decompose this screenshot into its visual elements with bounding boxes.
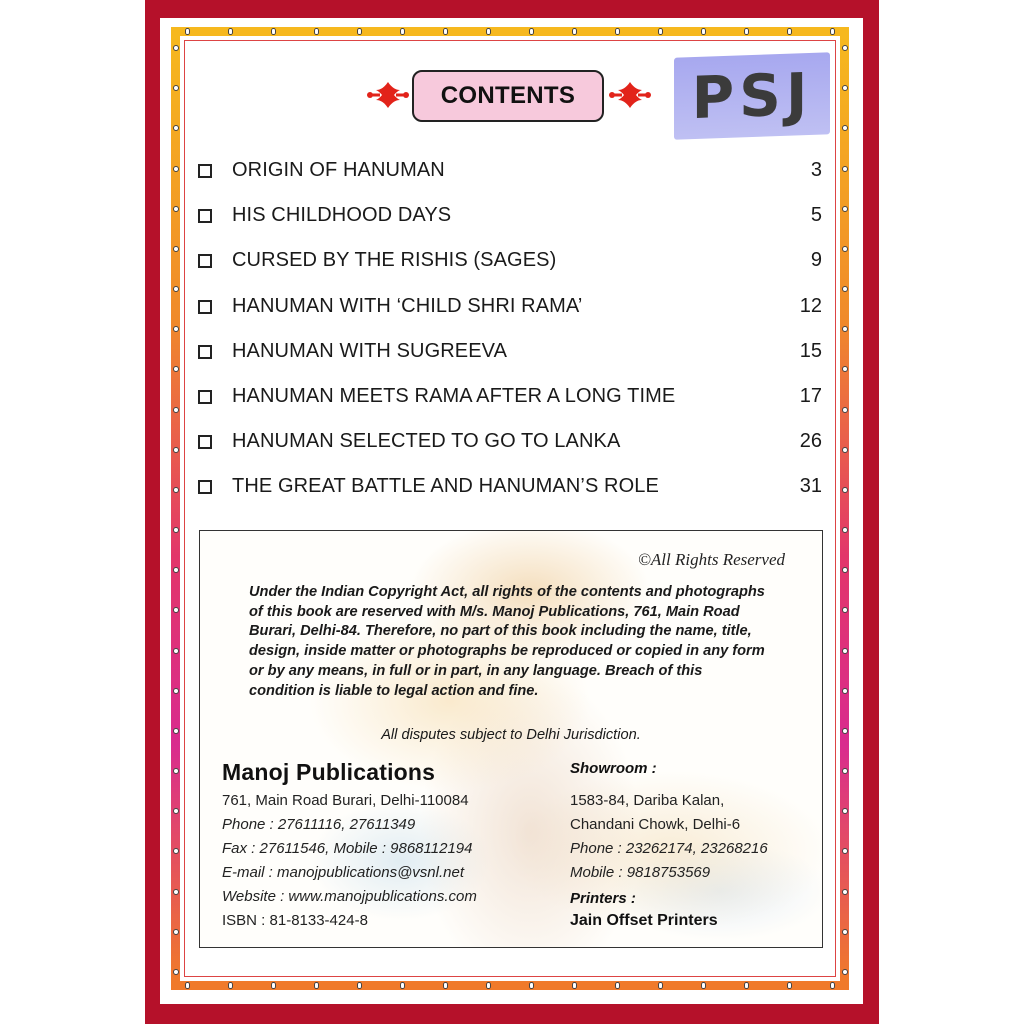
jurisdiction-note: All disputes subject to Delhi Jurisdiction. — [381, 727, 641, 743]
border-bead — [228, 982, 233, 989]
border-bead — [842, 768, 848, 774]
publisher-phone: Phone : 27611116, 27611349 — [222, 816, 416, 833]
border-bead — [271, 28, 276, 35]
page-title: CONTENTS — [440, 82, 576, 109]
border-bead — [842, 286, 848, 292]
checkbox-square-icon — [198, 390, 212, 404]
border-bead — [486, 982, 491, 989]
border-bead — [173, 527, 179, 533]
toc-entry-title: HANUMAN MEETS RAMA AFTER A LONG TIME — [232, 385, 676, 408]
copyright-notice: Under the Indian Copyright Act, all rights of the contents and photographs of this book are reserved with M/s. Manoj Publications, 761, Main Road Burari, Delhi-84. Therefore, no part of this book including the name, title, design, inside matter or photographs be reproduced or copied in any form or by any means, in full or in part, in any language. Breach of this condition is liable to legal action and fine. — [249, 584, 765, 699]
border-beads-left — [171, 45, 180, 975]
border-bead — [173, 206, 179, 212]
border-bead — [842, 527, 848, 533]
border-bead — [830, 982, 835, 989]
border-bead — [701, 28, 706, 35]
checkbox-square-icon — [198, 209, 212, 223]
publisher-fax: Fax : 27611546, Mobile : 9868112194 — [222, 840, 473, 857]
border-beads-top — [185, 27, 835, 36]
border-bead — [842, 929, 848, 935]
border-bead — [842, 567, 848, 573]
border-bead — [842, 326, 848, 332]
border-bead — [615, 28, 620, 35]
showroom-phone: Phone : 23262174, 23268216 — [570, 840, 768, 857]
border-bead — [842, 648, 848, 654]
border-bead — [173, 808, 179, 814]
all-rights-reserved: ©All Rights Reserved — [638, 550, 785, 569]
toc-entry — [198, 464, 822, 509]
border-bead — [173, 407, 179, 413]
border-bead — [529, 28, 534, 35]
border-bead — [744, 982, 749, 989]
toc-entry-title: ORIGIN OF HANUMAN — [232, 159, 445, 182]
showroom-address-1: 1583-84, Dariba Kalan, — [570, 792, 725, 809]
border-bead — [173, 848, 179, 854]
border-bead — [357, 28, 362, 35]
border-bead — [830, 28, 835, 35]
border-bead — [658, 28, 663, 35]
border-bead — [842, 969, 848, 975]
border-bead — [173, 648, 179, 654]
border-bead — [842, 45, 848, 51]
border-bead — [173, 125, 179, 131]
toc-entry-title: HANUMAN WITH ‘CHILD SHRI RAMA’ — [232, 294, 583, 317]
showroom-mobile: Mobile : 9818753569 — [570, 864, 711, 881]
printers-label: Printers : — [570, 890, 636, 907]
toc-entry — [198, 374, 822, 419]
checkbox-square-icon — [198, 164, 212, 178]
toc-entry — [198, 284, 822, 329]
border-bead — [842, 366, 848, 372]
border-bead — [173, 889, 179, 895]
border-bead — [842, 688, 848, 694]
border-beads-bottom — [185, 981, 835, 990]
border-bead — [400, 982, 405, 989]
border-bead — [842, 166, 848, 172]
border-bead — [314, 28, 319, 35]
border-bead — [572, 982, 577, 989]
border-bead — [842, 447, 848, 453]
border-beads-right — [840, 45, 849, 975]
contents-heading-box — [412, 70, 604, 122]
border-bead — [185, 28, 190, 35]
checkbox-square-icon — [198, 435, 212, 449]
toc-entry — [198, 193, 822, 238]
border-bead — [173, 487, 179, 493]
toc-entry-page: 17 — [799, 385, 822, 408]
logo-text: PSJ — [691, 59, 813, 133]
border-bead — [173, 45, 179, 51]
border-bead — [185, 982, 190, 989]
toc-entry-title: CURSED BY THE RISHIS (SAGES) — [232, 249, 557, 272]
border-bead — [173, 607, 179, 613]
border-bead — [842, 889, 848, 895]
toc-entry — [198, 419, 822, 464]
toc-entry-page: 5 — [810, 204, 822, 227]
border-bead — [842, 848, 848, 854]
border-bead — [173, 366, 179, 372]
border-bead — [842, 206, 848, 212]
publisher-address: 761, Main Road Burari, Delhi-110084 — [222, 792, 469, 809]
border-bead — [314, 982, 319, 989]
border-bead — [173, 447, 179, 453]
publisher-isbn: ISBN : 81-8133-424-8 — [222, 912, 368, 929]
toc-entry-page: 9 — [810, 249, 822, 272]
checkbox-square-icon — [198, 345, 212, 359]
border-bead — [842, 85, 848, 91]
border-bead — [173, 286, 179, 292]
showroom-details — [570, 789, 768, 885]
toc-entry-page: 31 — [799, 475, 822, 498]
toc-entry-title: HANUMAN WITH SUGREEVA — [232, 339, 508, 362]
border-bead — [443, 982, 448, 989]
showroom-address-2: Chandani Chowk, Delhi-6 — [570, 816, 741, 833]
border-bead — [173, 85, 179, 91]
checkbox-square-icon — [198, 254, 212, 268]
table-of-contents — [198, 148, 822, 510]
publisher-email: E-mail : manojpublications@vsnl.net — [222, 864, 464, 881]
publisher-name: Manoj Publications — [222, 759, 436, 785]
toc-entry-title: HIS CHILDHOOD DAYS — [232, 204, 452, 227]
border-bead — [842, 487, 848, 493]
toc-entry-page: 3 — [810, 159, 822, 182]
toc-entry — [198, 148, 822, 193]
toc-entry-page: 15 — [799, 339, 822, 362]
toc-entry-title: THE GREAT BATTLE AND HANUMAN’S ROLE — [232, 475, 659, 498]
border-bead — [173, 166, 179, 172]
border-bead — [173, 688, 179, 694]
border-bead — [173, 326, 179, 332]
border-bead — [271, 982, 276, 989]
border-bead — [173, 969, 179, 975]
border-bead — [658, 982, 663, 989]
border-bead — [842, 407, 848, 413]
border-bead — [701, 982, 706, 989]
border-bead — [787, 982, 792, 989]
border-bead — [173, 929, 179, 935]
border-bead — [744, 28, 749, 35]
border-bead — [228, 28, 233, 35]
border-bead — [486, 28, 491, 35]
border-bead — [842, 246, 848, 252]
border-bead — [173, 728, 179, 734]
checkbox-square-icon — [198, 300, 212, 314]
showroom-label: Showroom : — [570, 760, 657, 777]
border-bead — [572, 28, 577, 35]
border-bead — [842, 607, 848, 613]
toc-entry-page: 26 — [799, 430, 822, 453]
psj-watermark-logo — [674, 52, 830, 139]
printer-name: Jain Offset Printers — [570, 912, 718, 929]
border-bead — [529, 982, 534, 989]
border-bead — [443, 28, 448, 35]
border-bead — [842, 125, 848, 131]
border-bead — [173, 246, 179, 252]
fleur-ornament-right-icon — [608, 78, 652, 112]
toc-entry — [198, 238, 822, 283]
toc-entry-title: HANUMAN SELECTED TO GO TO LANKA — [232, 430, 621, 453]
publisher-website: Website : www.manojpublications.com — [222, 888, 477, 905]
fleur-ornament-left-icon — [366, 78, 410, 112]
toc-entry-page: 12 — [799, 294, 822, 317]
border-bead — [842, 728, 848, 734]
border-bead — [173, 768, 179, 774]
toc-entry — [198, 329, 822, 374]
border-bead — [173, 567, 179, 573]
publisher-details — [222, 789, 477, 933]
checkbox-square-icon — [198, 480, 212, 494]
border-bead — [357, 982, 362, 989]
border-bead — [400, 28, 405, 35]
border-bead — [787, 28, 792, 35]
border-bead — [842, 808, 848, 814]
border-bead — [615, 982, 620, 989]
